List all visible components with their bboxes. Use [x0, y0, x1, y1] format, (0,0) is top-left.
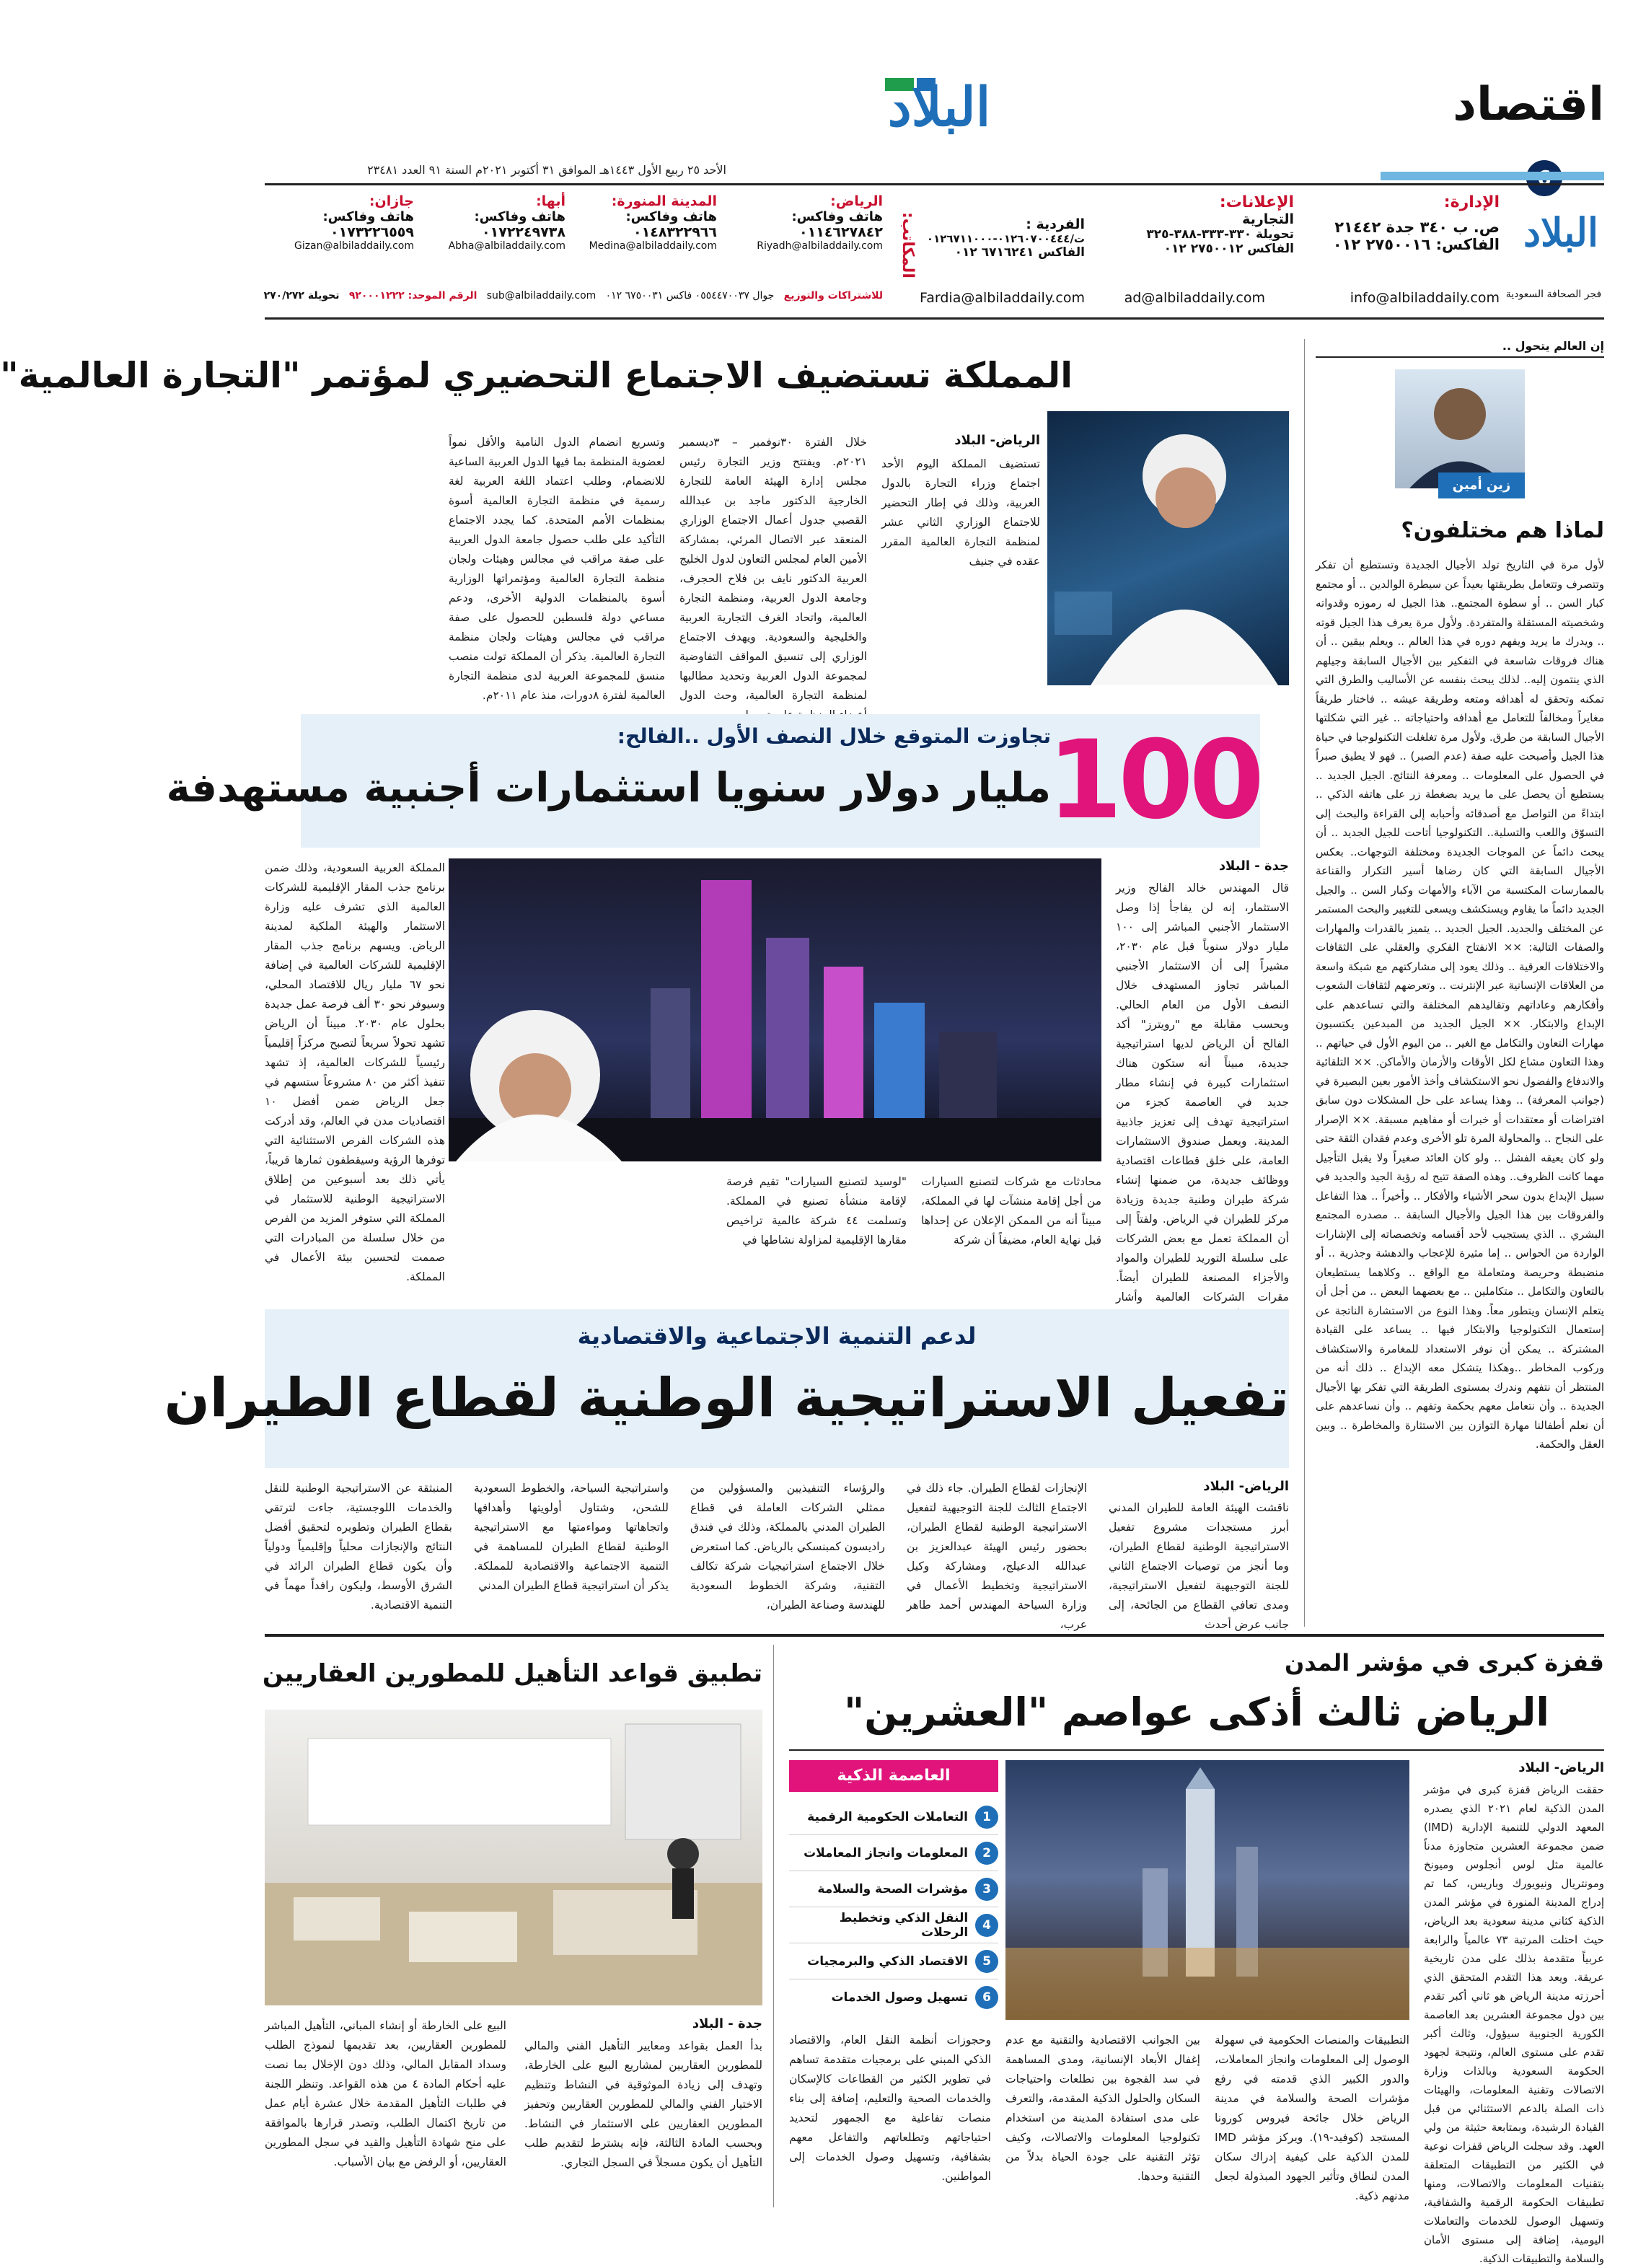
individual-email[interactable]: Fardia@albiladdaily.com — [920, 290, 1085, 306]
riyadh-skyline-icon — [449, 858, 1101, 1161]
subs-line: جوال ٠٥٥٤٤٧٠٠٣٧ فاكس ٦٧٥٠٠٣١ ٠١٢ — [605, 290, 775, 302]
story3-col5: المنبثقة عن الاستراتيجية الوطنية للنقل والخدمات اللوجستية، جاءت لترتقي بقطاع الطيران وتطويره لتحقيق أفضل النتائج والإنجازات محلياً وإقليمياً ودولياً وأن يكون قطاع الطيران الرائد في الشرق الأوسط، وليكون رافداً مهماً في التنمية الاقتصادية. — [265, 1482, 452, 1612]
unified-label: الرقم الموحد: ٩٢٠٠٠١٢٢٢ — [348, 290, 477, 302]
office-phone-label: هاتف وفاكس: — [791, 209, 883, 224]
infobox-item-label: تسهيل وصول الخدمات — [831, 1990, 968, 2005]
ads-line1: تحويلة ٣٣٠-٣٣٣-٣٨٨-٣٢٥ — [1146, 227, 1294, 242]
issue-line: الأحد ٢٥ ربيع الأول ١٤٤٣هـ الموافق ٣١ أكتوبر ٢٠٢١م السنة ٩١ العدد ٢٣٤٨١ — [367, 163, 726, 177]
story3-col1: ناقشت الهيئة العامة للطيران المدني أبرز مستجدات مشروع تفعيل الاستراتيجية الوطنية لقطاع الطيران، وما أنجز من توصيات الاجتماع الثاني للجنة التوجيهية لتفعيل الاستراتيجية، ومدى تعافي القطاع من الجائحة، إلى جانب عرض أحدث — [1109, 1501, 1289, 1631]
ads-email[interactable]: ad@albiladdaily.com — [1124, 290, 1265, 306]
minister-photo-icon — [1047, 411, 1289, 685]
story1-dateline: الرياض- البلاد — [954, 433, 1040, 448]
infobox-item — [789, 1835, 998, 1871]
story5-dateline: جدة - البلاد — [692, 2016, 762, 2031]
tagline: فجر الصحافة السعودية — [1505, 289, 1602, 300]
small-logo — [1518, 209, 1604, 274]
main-logo — [856, 72, 1022, 144]
story4-photo — [1005, 1760, 1409, 2020]
opinion-divider — [1304, 339, 1305, 1627]
individual-block — [926, 216, 1085, 260]
office-abha — [421, 193, 565, 252]
story4-col3: وحجوزات أنظمة النقل العام، والاقتصاد الذكي المبني على برمجيات متقدمة تساهم في تطوير الكثير من القطاعات كالإسكان والخدمات الصحية والتعليم، إضافة إلى بناء منصات تفاعلية مع الجمهور لتحديد احتياجاتهم وتطلعاتهم والتفاعل معهم بشفافية، وتسهيل وصول الخدمات إلى المواطنين. — [789, 2034, 991, 2183]
opinion-column — [1316, 339, 1604, 1627]
office-city: الرياض: — [830, 193, 883, 209]
story4-rule — [789, 1749, 1604, 1751]
story4-headline: الرياض ثالث أذكى عواصم "العشرين" — [844, 1689, 1549, 1735]
infobox-item-label: الاقتصاد الذكي والبرمجيات — [807, 1953, 968, 1969]
opinion-title: لماذا هم مختلفون؟ — [1401, 518, 1604, 543]
office-medina — [573, 193, 717, 252]
ads-line2: الفاكس ٢٧٥٠٠١٢ ٠١٢ — [1163, 242, 1294, 256]
office-city: المدينة المنورة: — [611, 193, 717, 209]
office-email[interactable]: Gizan@albiladdaily.com — [294, 240, 414, 252]
ads-label: الإعلانات: — [1219, 193, 1294, 211]
office-phone: ٠١٧٢٢٤٩٧٣٨ — [482, 224, 565, 240]
riyadh-night-city-icon — [1005, 1760, 1409, 2020]
story5-photo — [265, 1710, 762, 2005]
individual-line1: ت/٠١٢٦٠٧٠٠٤٤٤-٠١٢٦٧١١٠٠٠ — [926, 232, 1085, 245]
story5-col1: بدأ العمل بقواعد ومعايير التأهيل الفني والمالي للمطورين العقاريين لمشاريع البيع على الخارطة، وتهدف إلى زيادة الموثوقية في النشاط وتنظيم الاختيار الفني والمالي للمطورين العقاريين وتحفيز المطورين العقاريين على الاستثمار في النشاط. وبحسب المادة الثالثة، فإنه يشترط لتقديم طلب التأهيل أن يكون مسجلاً في السجل التجاري. — [524, 2039, 762, 2169]
story4-col1: التطبيقات والمنصات الحكومية في سهولة الوصول إلى المعلومات وانجاز المعاملات، والدور الكبير الذي قدمته في رفع مؤشرات الصحة والسلامة في مدينة الرياض خلال جائحة فيروس كورونا المستجد (كوفيد-١٩). ويركز مؤشر IMD للمدن الذكية على كيفية إدراك سكان المدن لنطاق وتأثير الجهود المبذولة لجعل مدنهم ذكية. — [1215, 2034, 1409, 2202]
ads-block — [1099, 193, 1294, 256]
real-estate-model-icon — [265, 1710, 762, 2005]
infobox-item-label: مؤشرات الصحة والسلامة — [817, 1881, 968, 1896]
story3-col3: والرؤساء التنفيذيين والمسؤولين من ممثلي الشركات العاملة في قطاع الطيران المدني بالمملكة، وذلك في فندق راديسون كمبنسكي بالرياض. كما استعرض خلال الاجتماع استراتيجيات شركة تكالف التقنية، وشركة الخطوط السعودية للهندسة وصناعة الطيران، — [690, 1482, 885, 1612]
infobox-item-label: التعاملات الحكومية الرقمية — [807, 1809, 968, 1824]
story5-col2: البيع على الخارطة أو إنشاء المباني، التأهيل المباشر للمطورين العقاريين، بعد تقديمها لنموذج الطلب وسداد المقابل المالي، وذلك دون الإخلال بما نصت عليه أحكام المادة ٤ من هذه القواعد. وتنظر اللجنة في طلبات التأهيل المقدمة خلال عشرة أيام عمل من تاريخ اكتمال الطلب، وتصدر قرارها بالموافقة على منح شهادة التأهيل والقيد في سجل المطورين العقاريين، أو الرفض مع بيان الأسباب. — [265, 2019, 506, 2168]
story3-headline: تفعيل الاستراتيجية الوطنية لقطاع الطيران — [164, 1367, 1289, 1429]
story2-photo — [449, 858, 1101, 1161]
infobox-list — [789, 1792, 998, 2016]
story2-kicker: تجاوزت المتوقع خلال النصف الأول ..الفالح: — [617, 724, 1051, 748]
story4-col2: بين الجوانب الاقتصادية والتقنية مع عدم إغفال الأبعاد الإنسانية، ومدى المساهمة في سد الفجوة بين تطلعات واحتياجات السكان والحلول الذكية المقدمة، والتعرف على مدى استفادة المدينة من استخدام تكنولوجيا المعلومات والاتصالات، وكيف تؤثر التقنية على جودة الحياة بدلاً من التقنية وحدها. — [1005, 2034, 1200, 2183]
subs-email[interactable]: sub@albiladdaily.com — [486, 290, 597, 302]
infobox-item — [789, 1799, 998, 1835]
story3-col2: الإنجازات لقطاع الطيران. جاء ذلك في الاجتماع الثالث للجنة التوجيهية لتفعيل الاستراتيجية الوطنية لقطاع الطيران، بحضور رئيس الهيئة عبدالعزيز بن عبدالله الدعيلج، ومشاركة وكيل الاستراتيجية وتخطيط الأعمال في وزارة السياحة المهندس أحمد طاهر عرب، — [907, 1482, 1087, 1631]
admin-block — [1326, 193, 1500, 253]
office-email[interactable]: Medina@albiladdaily.com — [589, 240, 717, 252]
opinion-rule — [1316, 356, 1604, 358]
office-gizan — [265, 193, 414, 252]
masthead — [236, 0, 1633, 339]
story1 — [0, 339, 1289, 714]
infobox-item — [789, 1871, 998, 1907]
story2-big-number: 100 — [1047, 718, 1260, 843]
logo-text: البلاد — [887, 76, 991, 139]
story3-dateline: الرياض- البلاد — [1203, 1479, 1289, 1494]
story2 — [166, 714, 1289, 1306]
story4-divider — [773, 1645, 774, 2207]
office-phone: ٠١٤٨٣٢٢٩٦٦ — [633, 224, 717, 240]
story2-col-bottom1: محادثات مع شركات لتصنيع السيارات من أجل إقامة منشآت لها في المملكة، مبيناً أنه من الممكن الإعلان عن إحداها قبل نهاية العام، مضيفاً أن شركة — [921, 1175, 1101, 1247]
infobox-item-number: 4 — [975, 1914, 998, 1937]
story1-headline: المملكة تستضيف الاجتماع التحضيري لمؤتمر "التجارة العالمية" — [0, 355, 1073, 396]
story5-headline: تطبيق قواعد التأهيل للمطورين العقاريين — [262, 1659, 762, 1688]
story1-col1: تستضيف المملكة اليوم الأحد اجتماع وزراء التجارة بالدول العربية، وذلك في إطار التحضير للاجتماع الوزاري الثاني عشر لمنظمة التجارة العالمية المقرر عقده في جنيف — [881, 457, 1040, 568]
unified-ext: تحويلة ٢٧٠/٢٧٢ — [263, 290, 340, 302]
masthead-top-rule — [265, 183, 1604, 185]
infobox-item-number: 1 — [975, 1806, 998, 1829]
office-phone-label: هاتف وفاكس: — [474, 209, 565, 224]
story1-col2: خلال الفترة ٣٠نوفمبر – ٣ديسمبر ٢٠٢١م. ويفتتح وزير التجارة رئيس مجلس إدارة الهيئة العامة للتجارة الخارجية الدكتور ماجد بن عبدالله القصبي جدول أعمال الاجتماع الوزاري المنعقد عبر الاتصال المرئي، بمشاركة الأمين العام لمجلس التعاون لدول الخليج العربية الدكتور نايف بن فلاح الحجرف، وجامعة الدول العربية، ومنظمة التجارة العالمية، واتحاد الغرف التجارية العربية والخليجية والسعودية. ويهدف الاجتماع الوزاري إلى تنسيق المواقف التفاوضية لمجموعة الدول العربية وتحديد مطالبها لمنظمة التجارة العالمية، وحث الدول — [679, 436, 868, 702]
office-phone-label: هاتف وفاكس: — [322, 209, 414, 224]
story3 — [164, 1309, 1289, 1631]
author-name: زين أمين — [1438, 472, 1525, 498]
office-city: جازان: — [369, 193, 414, 209]
author-silhouette-icon — [1395, 369, 1525, 488]
small-logo-text: البلاد — [1523, 209, 1599, 255]
section-rule — [1381, 172, 1604, 180]
infobox-item-label: النقل الذكي وتخطيط الرحلات — [839, 1910, 969, 1940]
admin-label: الإدارة: — [1443, 193, 1500, 211]
story3-kicker: لدعم التنمية الاجتماعية والاقتصادية — [577, 1322, 977, 1350]
office-phone: ٠١٧٣٢٢٦٥٥٩ — [330, 224, 414, 240]
subs-label: للاشتراكات والتوزيع — [783, 290, 883, 302]
lower-section-rule — [265, 1634, 1604, 1637]
individual-line2: الفاكس ٦٧١٦٢٤١ ٠١٢ — [954, 245, 1085, 260]
story4-kicker: قفزة كبرى في مؤشر المدن — [1284, 1649, 1604, 1676]
infobox-item-label: المعلومات وانجاز المعاملات — [804, 1845, 968, 1860]
subs-row — [265, 290, 883, 312]
story2-col-left: المملكة العربية السعودية، وذلك ضمن برنامج جذب المقار الإقليمية للشركات العالمية الذي تشرف عليه وزارة الاستثمار والهيئة الملكية لمدينة الرياض. ويسهم برنامج جذب المقار الإقليمية للشركات العالمية في إضافة نحو ٦٧ مليار ريال للاقتصاد المحلي، وسيوفر نحو ٣٠ ألف فرصة عمل جديدة بحلول عام ٢٠٣٠. مبيناً أن الرياض تشهد تحولاً سريعاً لتصبح مركزاً إقليمياً رئيسياً للشركات العالمية، إذ تشهد تنفيذ أكثر من ٨٠ مشروعاً ستسهم في جعل الرياض ضمن أفضل ١٠ اقتصاديات مدن في العالم، وقد أدركت هذه الشركات الفرص الاستثنائية التي توفرها الرؤية وسيقطفون ثمارها قريباً، يأتي ذلك بعد أسبوعين من إطلاق الاستراتيجية الوطنية للاستثمار في المملكة التي ستوفر المزيد من الفرص من خلال سلسلة من المبادرات التي صممت لتحسين بيئة الأعمال في المملكة. — [265, 861, 445, 1283]
office-email[interactable]: Riyadh@albiladdaily.com — [757, 240, 883, 252]
story5 — [262, 1645, 762, 2207]
infobox-item-number: 3 — [975, 1878, 998, 1901]
opinion-body: لأول مرة في التاريخ تولد الأجيال الجديدة وتستطيع أن تفكر وتتصرف وتتعامل بطريقتها بعيداً عن سيطرة الوالدين .. أو مجتمع كبار السن .. أو سطوة المجتمع.. هذا الجيل له رموزه وقدواته وشخصيته المستقلة والمتفردة. ولأول مرة يعرف هذا الجيل قوته .. ويدرك ما يريد ويفهم دوره في هذا العالم .. ويعلم بيقين .. أن هناك فروقات شاسعة في التفكير بين الأجيال السابقة وجيلهم الذي ينتمون إليه.. لذلك يبحث بنفسه عن الأساليب والطرق التي تمكنه وتحقق له أهدافه ومتعه وطريقة عيشه .. فاختار طريقاً مغايراً ومخالفاً للتعامل مع أهدافه واحتياجاته .. غير التي شكلتها الأجيال السابقة من طرق. ولأول مرة تغلغلت التكنولوجيا في حياة هذا الجيل وأصبحت عليه صفة (عدم الصبر) .. فهو لا يطيق صبراً في الحصول على المعلومات .. ومعرفة النتائج. الجيل الجديد .. يستطيع أن يحصل على ما يريد بضغطة زر على هاتفه الذكي .. ابتداءً من التواصل مع أصدقائه وأحبابه إلى القراءة والبحث إلى التسوّق واللعب والتسلية.. التكنولوجيا أتاحت للجيل الجديد .. أن يبحث دائماً عن الموجات الجديدة ومختلفة التوجهات.. بعكس الأجيال السابقة التي كان رضاها أسير التكرار والقناعة بالممارسات المكتسبة من الآباء والأمهات وكبار السن .. والجيل الجديد دائماً ما يقاوم ويستكشف ويسعى للتغيير والبحث المستمر عن المختلف والجديد. الجيل الجديد .. يتميز بالقدرات والمهارات والصفات التالية: ×× الانفتاح الفكري والعقلي على الثقافات والاختلافات العرقية .. وذلك يعود إلى مشاركتهم مع شبكة واسعة من العلاقات الإنسانية عبر الإنترنت .. وتعرضهم لثقافات الشعوب وأفكارهم وعاداتهم وتقاليدهم المختلفة والتي تساعدهم على الإبداع والابتكار. ×× الجيل الجديد من المبدعين يكتسبون مهارات التعاون والتكامل مع الغير .. من اليوم الأول في حياتهم .. وهذا التعاون مشاع لكل الأوقات والأزمان والأماكن. ×× التلقائية والاندفاع والفضول نحو الاستكشاف وأخذ الأمور بعين البصيرة في (جوانب المعرفة) .. وهذا يساعد على حل المشكلات دون سابق افتراضات أو معتقدات أو خبرات أو مفاهيم مسبقة. ×× الإصرار على النجاح .. والمحاولة المرة تلو الأخرى وعدم فقدان الثقة حتى ولو كان يعيقه الفشل .. ولو كان العائد صغيراً ولا يقبل التأجيل مهما كانت الظروف.. وهذه الصفة تتيح له رؤية الجيد والجديد في سبيل الإبداع بدون سحر الأشياء والأفكار .. وأخيراً .. هذا التفاعل والفروقات بين هذا الجيل والأجيال السابقة .. مصدره المجتمع البشري .. الذي يستجيب لأحد أقسامه وتخصصاته إلى الإشارات الواردة من الحواس .. إما مثيرة للإعجاب والدهشة وجذرية .. أو منضبطة وحريصة ومتعاملة مع الواقع .. وكلاهما يستطيعان بالتعاون والتكامل .. متكاملين .. مع بعضهما البعض .. من أجل أن يتعلم الإنسان ويتطور معاً. وهذا النوع من الاستشارة الناتجة عن إستعمال التكنولوجيا والابتكار فيها .. يساعد على القيادة المشتركة .. يمكن أن نوفر الاستعداد للمغامرة والاستكشاف وركوب المخاطر ..وهكذا يتشكل معه الإبداع .. ذلك أنه من المنتظر أن نتفهم وندرك بمستوى الطريقة التي تفكر بها الأجيال الجديدة .. وأن نتعامل معهم بحكمة وتفهم .. وأن نساعدهم على أن نعلم أطفالنا مهارة التوازن بين الاستثارة والمخاطرة .. وبين العقل والحكمة. — [1316, 558, 1604, 1451]
individual-label: الفردية : — [1026, 216, 1085, 232]
office-city: أبها: — [536, 193, 565, 209]
ads-type: التجارية — [1242, 211, 1294, 227]
story2-dateline: جدة - البلاد — [1218, 858, 1289, 874]
infobox-title: العاصمة الذكية — [789, 1760, 998, 1792]
smart-capital-infobox — [789, 1760, 998, 2023]
office-riyadh — [739, 193, 883, 252]
story2-col-bottom2: "لوسيد لتصنيع السيارات" تقيم فرصة لإقامة منشأة تصنيع في المملكة. وتسلمت ٤٤ شركة عالمية تراخيص مقارها الإقليمية لمزاولة نشاطها في — [726, 1175, 907, 1247]
infobox-item-number: 2 — [975, 1842, 998, 1865]
author-photo — [1395, 369, 1525, 488]
masthead-bottom-rule — [265, 317, 1604, 320]
story4-dateline: الرياض- البلاد — [1518, 1760, 1604, 1775]
office-phone: ٠١١٤٦٢٧٨٤٢ — [799, 224, 883, 240]
story4-side-body: حققت الرياض قفزة كبرى في مؤشر المدن الذكية لعام ٢٠٢١ الذي يصدره المعهد الدولي للتنمية الإدارية (IMD) ضمن مجموعة العشرين متجاوزة مدناً عالمية مثل لوس أنجلوس وميونخ ومونتريال ونيويورك وباريس، كما تم إدراج المدينة المنورة في مؤشر المدن الذكية كثاني مدينة سعودية بعد الرياض، حيث احتلت المرتبة ٧٣ عالمياً والرابعة عربياً متقدمة بذلك على مدن تاريخية عريقة. ويعد هذا التقدم المتحقق الذي أحرزته مدينة الرياض هو ثاني أكبر تقدم بين دول مجموعة العشرين بعد العاصمة الكورية الجنوبية سيؤول، وثالث أكبر تقدم على مستوى العالم، ونتيجة لجهود الحكومة السعودية وبالذات وزارة الاتصالات وتقنية المعلومات، والهيئات ذات الصلة بالدعم الاستثنائي من قبل القيادة الرشيدة، وبمتابعة حثيثة من ولي العهد. وقد سجلت الرياض قفزات نوعية في الكثير من التطبيقات المتعلقة بتقنيات المعلومات والاتصالات، ومنها تطبيقات الحكومة الرقمية والشفافية، وتسهيل الوصول للخدمات والتعاملات اليومية، إضافة إلى مستوى الأمان والسلامة والتطبيقات الذكية. — [1424, 1783, 1605, 2265]
office-email[interactable]: Abha@albiladdaily.com — [448, 240, 565, 252]
section-title: اقتصاد — [1453, 78, 1604, 131]
infobox-item-number: 5 — [975, 1950, 998, 1973]
offices-label: المكاتب: — [899, 212, 917, 278]
admin-line2: الفاكس: ٢٧٥٠٠١٦ ٠١٢ — [1332, 236, 1500, 253]
story1-col3: وتسريع انضمام الدول النامية والأقل نمواً لعضوية المنظمة بما فيها الدول العربية الساعية للانضمام، وطلب اعتماد اللغة العربية لغة رسمية في منظمة التجارة العالمية أسوة بمنظمات الأمم المتحدة. كما يجدد الاجتماع التأكيد على طلب حصول جامعة الدول العربية على صفة مراقب في مجالس وهيئات ولجان منظمة التجارة العالمية ومؤتمراتها الوزارية أسوة بالمنظمات الدولية الأخرى، ودعم مساعي دولة فلسطين للحصول على صفة مراقب في مجالس وهيئات ولجان منظمة التجارة العالمية. يذكر أن المملكة تولت منصب منسق للمجموعة العربية لدى منظمة التجارة العالمية لفترة ٨دورات، منذ عام ٢٠١١م. — [449, 436, 665, 702]
story2-col-right: قال المهندس خالد الفالح وزير الاستثمار، إنه لن يفاجأ إذا وصل الاستثمار الأجنبي المباشر إلى ١٠٠ مليار دولار سنوياً قبل عام ٢٠٣٠، مشيراً إلى أن الاستثمار الأجنبي المباشر تجاوز المستهدف خلال النصف الأول من العام الحالي. وبحسب مقابلة مع "رويترز" أكد الفالح أن الرياض لديها استراتيجية جديدة، مبيناً أنه ستكون هناك استثمارات كبيرة في إنشاء مطار جديد في العاصمة كجزء من استراتيجية تهدف إلى تعزيز جاذبية المدينة. ويعمل صندوق الاستثمارات العامة، على خلق قطاعات اقتصادية ووظائف جديدة، من ضمنها إنشاء شركة طيران وطنية جديدة وزيادة مركز للطيران في الرياض. ولفتاً إلى أن المملكة تعمل مع بعض الشركات على سلسلة التوريد للطيران والمواد والأجزاء المصنعة للطيران أيضاً. مقرات الشركات العالمية وأشار — [1116, 882, 1289, 1304]
story3-col4: واستراتيجية السياحة، والخطوط السعودية للشحن، وشتاول أولويتها وأهدافها واتجاهاتها ومواءمتها مع الاستراتيجية الوطنية لقطاع الطيران للمساهمة في التنمية الاجتماعية والاقتصادية للمملكة. يذكر أن استراتيجية قطاع الطيران المدني — [474, 1482, 669, 1592]
opinion-kicker: إن العالم يتحول .. — [1502, 339, 1604, 353]
infobox-item — [789, 1943, 998, 1979]
admin-line1: ص. ب ٣٤٠ جدة ٢١٤٤٢ — [1334, 219, 1500, 236]
infobox-item — [789, 1907, 998, 1943]
infobox-item-number: 6 — [975, 1986, 998, 2009]
story4 — [789, 1645, 1605, 2265]
infobox-item — [789, 1979, 998, 2016]
story2-headline: مليار دولار سنويا استثمارات أجنبية مستهدفة — [166, 765, 1051, 812]
story1-photo — [1047, 411, 1289, 685]
admin-email[interactable]: info@albiladdaily.com — [1350, 290, 1500, 306]
office-phone-label: هاتف وفاكس: — [625, 209, 717, 224]
